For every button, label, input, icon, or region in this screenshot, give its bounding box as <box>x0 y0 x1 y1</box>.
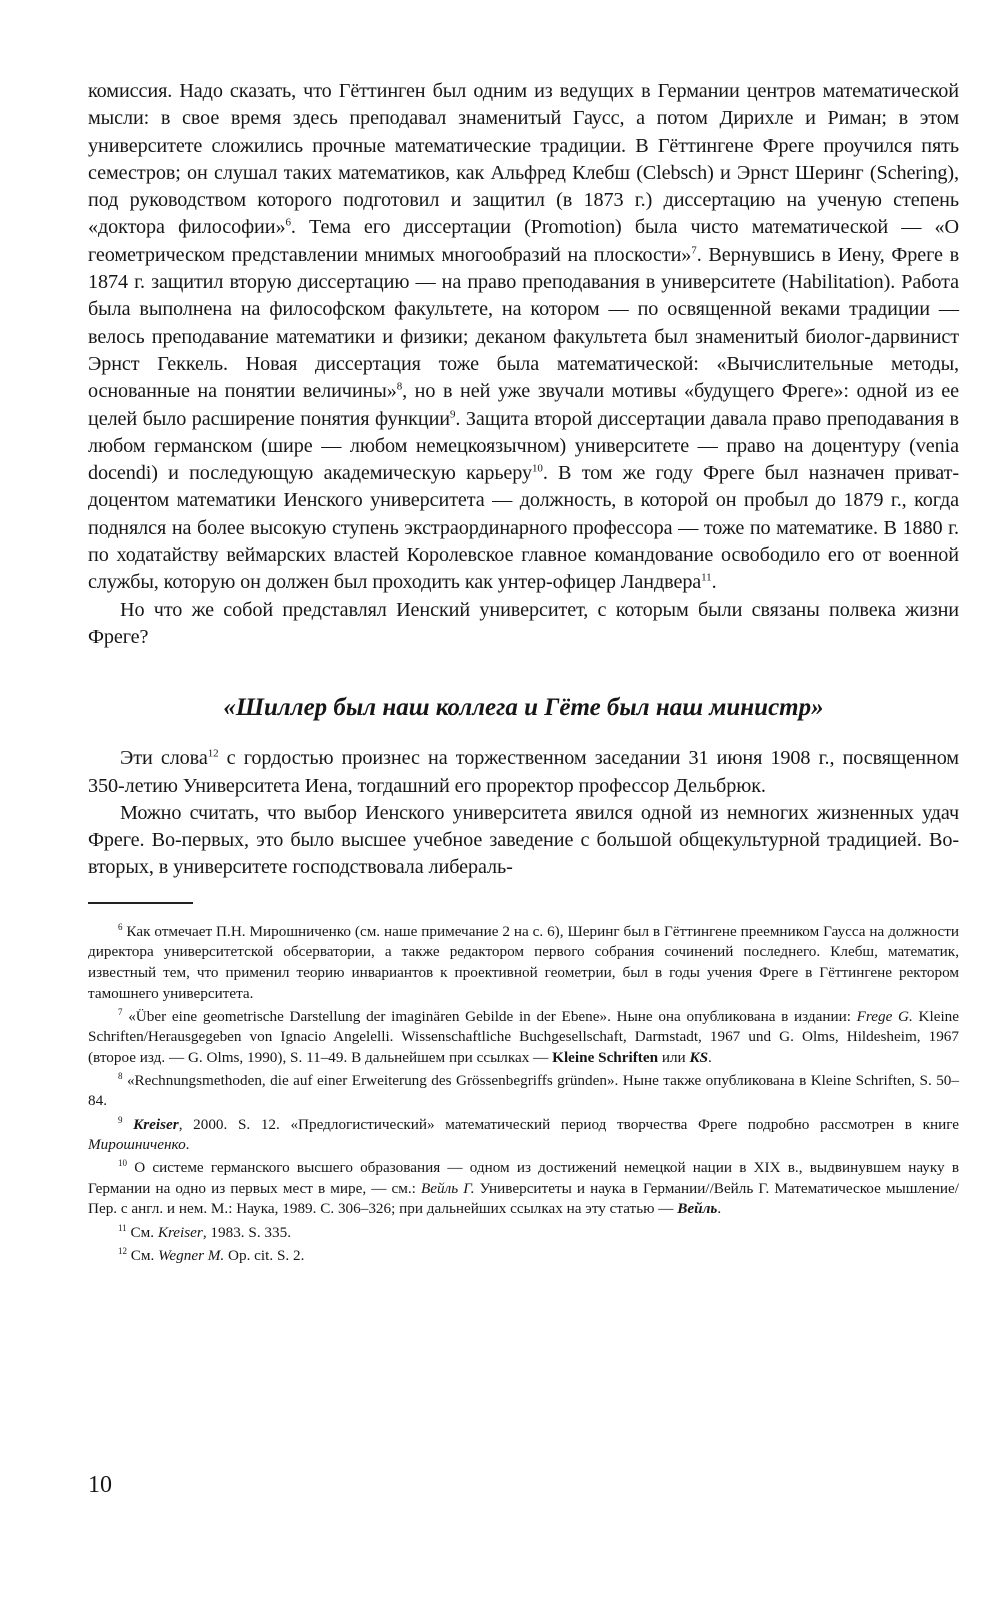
paragraph: Эти слова$^{12}$ с гордостью произнес на торжественном заседании 31 июня 1908 г., посвященном 350-летию Университета Иена, тогдашний его проректор профессор Дельбрюк. <box>88 747 959 797</box>
footnote: $^{11}$ См. Kreiser, 1983. S. 335. <box>118 1222 291 1241</box>
footnotes <box>88 922 959 1267</box>
footnote-ref: 7 <box>691 244 697 257</box>
footnote-ref: 6 <box>285 216 291 229</box>
footnote-ref: 11 <box>701 571 712 584</box>
footnote-marker: 12 <box>118 1245 127 1256</box>
footnote-marker: 8 <box>118 1070 123 1081</box>
footnote: $^{10}$ О системе германского высшего образования — одном из достижений немецкой нации в XIX в., выдвинувшем науку в Германии на одно из первых мест в мире, — см.: Вейль Г. Университеты и наука в Германии//Вейль Г. Математическое мышление/Пер. с англ. и нем. М.: Наука, 1989. С. 306–326; при дальнейших ссылках на эту статью — Вейль. <box>88 1158 960 1218</box>
footnote-marker: 11 <box>118 1222 127 1233</box>
footnote: $^6$ Как отмечает П.Н. Мирошниченко (см. наше примечание 2 на с. 6), Шеринг был в Гёттингене преемником Гаусса на должности директора университетской обсерватории, а также редактором первого собрания сочинений последнего. Клебш, математик, известный тем, что применил теорию инвариантов к проективной геометрии, был в годы учения Фреге в Гёттингене ректором тамошнего университета. <box>88 921 959 1002</box>
section-heading: «Шиллер был наш коллега и Гёте был наш министр» <box>223 694 824 722</box>
footnote: $^{12}$ См. Wegner M. Op. cit. S. 2. <box>118 1245 305 1264</box>
paragraph: Можно считать, что выбор Иенского университета явился одной из немногих жизненных удач Фреге. Во-первых, это было высшее учебное заведение с большой общекультурной традицией. Во-вторых, в университете господствовала либераль- <box>88 801 959 879</box>
footnote-ref: 8 <box>396 380 403 393</box>
footnote-ref: 9 <box>449 407 456 420</box>
paragraph: комиссия. Надо сказать, что Гёттинген был одним из ведущих в Германии центров математической мысли: в свое время здесь преподавал знаменитый Гаусс, а потом Дирихле и Риман; в этом университете сложились прочные математические традиции. В Гёттингене Фреге проучился пять семестров; он слушал таких математиков, как Альфред Клебш (Clebsch) и Эрнст Шеринг (Schering), под руководством которого подготовил и защитил (в 1873 г.) диссертацию на ученую степень «доктора философии»$^6$. Тема его диссертации (Promotion) была чисто математической — «О геометрическом представлении мнимых многообразий на плоскости»$^7$. Вернувшись в Иену, Фреге в 1874 г. защитил вторую диссертацию — на право преподавания в университете (Habilitation). Работа была выполнена на философском факультете, на котором — по освященной веками традиции — велось преподавание математики и физики; деканом факультета был знаменитый биолог-дарвинист Эрнст Геккель. Новая диссертация тоже была математической: «Вычислительные методы, основанные на понятии величины»$^8$, но в ней уже звучали мотивы «будущего Фреге»: одной из ее целей было расширение понятия функции$^9$. Защита второй диссертации давала право преподавания в любом германском (шире — любом немецкоязычном) университете — право на доцентуру (venia docendi) и последующую академическую карьеру$^{10}$. В том же году Фреге был назначен приват-доцентом математики Иенского университета — должность, в которой он пробыл до 1879 г., когда поднялся на более высокую ступень экстраординарного профессора — тоже по математике. В 1880 г. по ходатайству веймарских властей Королевское главное командование освободило его от военной службы, которую он должен был проходить как унтер-офицер Ландвера$^{11}$. <box>88 80 960 594</box>
body-text-after-heading <box>88 745 959 881</box>
paragraph: Но что же собой представлял Иенский университет, с которым были связаны полвека жизни Фреге? <box>88 598 959 648</box>
footnote-ref: 12 <box>207 747 219 760</box>
footnote: $^7$ «Über eine geometrische Darstellung der imaginären Gebilde in der Ebene». Ныне она опубликована в издании: Frege G. Kleine Schriften/Herausgegeben von Ignacio Angelelli. Wissenschaftliche Buchgesellschaft, Darmstadt, 1967 und G. Olms, Hildesheim, 1967 (второе изд. — G. Olms, 1990), S. 11–49. В дальнейшем при ссылках — Kleine Schriften или KS. <box>88 1006 960 1066</box>
footnote-divider <box>88 902 193 904</box>
footnote-ref: 10 <box>532 462 543 475</box>
footnote-marker: 7 <box>118 1006 123 1017</box>
footnote: $^8$ «Rechnungsmethoden, die auf einer Erweiterung des Grössenbegriffs gründen». Ныне также опубликована в Kleine Schriften, S. 50–84. <box>88 1070 959 1110</box>
book-page <box>88 78 959 1269</box>
footnote-marker: 9 <box>118 1114 123 1125</box>
footnote-marker: 10 <box>118 1158 127 1169</box>
footnote-marker: 6 <box>118 921 123 932</box>
footnote: $^9$ Kreiser, 2000. S. 12. «Предлогистический» математический период творчества Фреге подробно рассмотрен в книге Мирошниченко. <box>88 1114 959 1154</box>
page-number: 10 <box>88 1472 112 1498</box>
body-text-before-heading <box>88 78 959 651</box>
